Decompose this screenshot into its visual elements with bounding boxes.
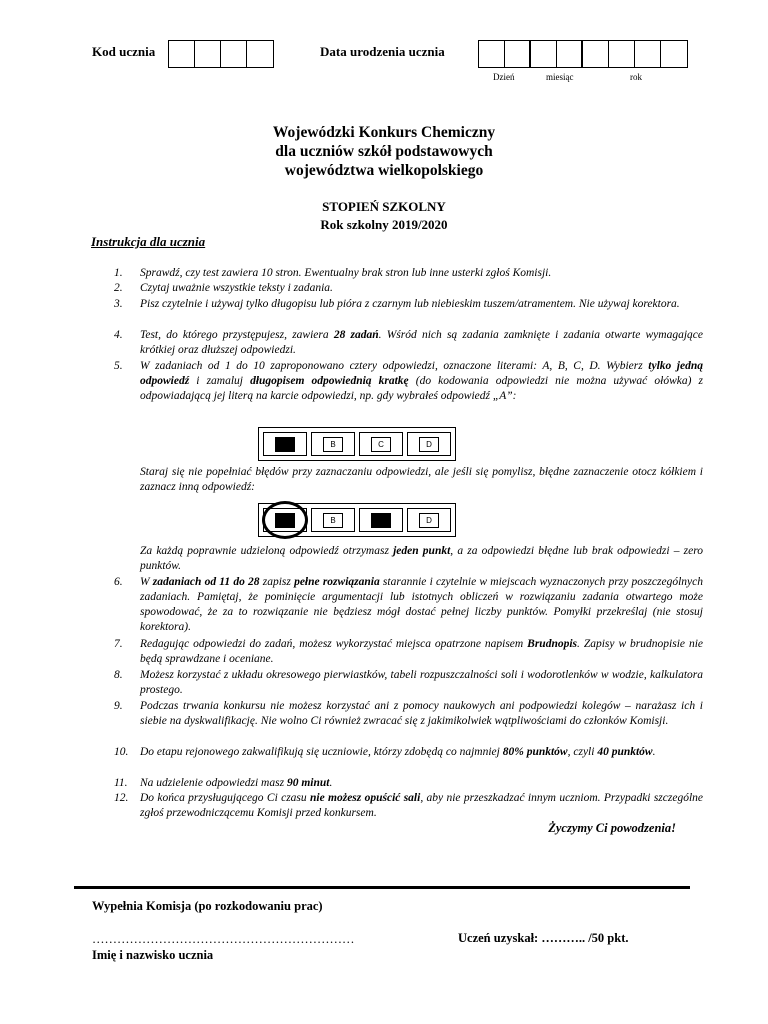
example-answer-correct [258,427,456,461]
answer-cell-d [407,508,451,532]
year-label: rok [630,72,642,82]
example-answer-corrected [258,503,456,537]
item-number: 1. [114,267,123,279]
item-number: 4. [114,329,123,341]
code-box[interactable] [195,41,221,67]
answer-cell-b [311,432,355,456]
student-code-label: Kod ucznia [92,44,156,59]
title-line-3: województwa wielkopolskiego [284,162,484,179]
date-box[interactable] [531,41,557,67]
answer-cell-d [407,432,451,456]
title-line-1: Wojewódzki Konkurs Chemiczny [272,124,496,141]
answer-cell-a [263,432,307,456]
item-number: 5. [114,360,123,372]
answer-box: C [371,437,391,452]
student-code-boxes[interactable] [168,40,274,68]
item-number: 10. [114,746,129,758]
answer-box: B [323,513,343,528]
instruction-item-4: Test, do którego przystępujesz, zawiera 28 zadań. Wśród nich są zadania zamknięte i zadania otwarte wymagające krótkiej oraz dłuższej odpowiedzi. [140,329,703,356]
answer-cell-c [359,508,403,532]
birth-date-label: Data urodzenia ucznia [320,44,445,59]
item-number: 2. [114,282,123,294]
instruction-item-10: Do etapu rejonowego zakwalifikują się uczniowie, którzy zdobędą co najmniej 80% punktów, czyli 40 punktów. [140,746,656,758]
code-box[interactable] [169,41,195,67]
scoring-note: Za każdą poprawnie udzieloną odpowiedź otrzymasz jeden punkt, a za odpowiedzi błędne lub brak odpowiedzi – zero punktów. [140,545,703,572]
month-label: miesiąc [546,72,574,82]
item-number: 3. [114,298,123,310]
item-number: 12. [114,792,129,804]
score-field[interactable]: Uczeń uzyskał: ……….. /50 pkt. [458,931,629,945]
code-box[interactable] [221,41,247,67]
instruction-item-5: W zadaniach od 1 do 10 zaproponowano cztery odpowiedzi, oznaczone literami: A, B, C, D. Wybierz tylko jedną odpowiedź i zamaluj długopisem odpowiednią kratkę (do kodowania odpowiedzi nie można używać ołówka) z odpowiadającą jej literą na karcie odpowiedzi, np. gdy wybrałeś odpowiedź „A”: [140,360,703,402]
item-number: 8. [114,669,123,681]
date-box[interactable] [557,41,583,67]
school-year: Rok szkolny 2019/2020 [320,217,448,232]
mistake-instruction: Staraj się nie popełniać błędów przy zaznaczaniu odpowiedzi, ale jeśli się pomylisz, błędne zaznaczenie otocz kółkiem i zaznacz inną odpowiedź: [140,466,703,493]
code-box[interactable] [247,41,273,67]
date-box[interactable] [505,41,531,67]
date-box[interactable] [609,41,635,67]
answer-box-filled [275,437,295,452]
stage-label: STOPIEŃ SZKOLNY [322,199,446,214]
footer-divider [74,886,690,889]
answer-cell-a [263,508,307,532]
instruction-item-1: Sprawdź, czy test zawiera 10 stron. Ewentualny brak stron lub inne usterki zgłoś Komisji. [140,267,552,279]
instruction-item-7: Redagując odpowiedzi do zadań, możesz wykorzystać miejsca opatrzone napisem Brudnopis. Zapisy w brudnopisie nie będą sprawdzane i oceniane. [140,638,703,665]
answer-box: B [323,437,343,452]
date-box[interactable] [635,41,661,67]
birth-date-boxes[interactable] [478,40,688,68]
title-line-2: dla uczniów szkół podstawowych [275,143,493,160]
answer-box: D [419,513,439,528]
name-field-dots[interactable]: ……………………………………………………… [92,932,355,946]
date-box[interactable] [479,41,505,67]
instruction-item-6: W zadaniach od 11 do 28 zapisz pełne rozwiązania starannie i czytelnie w miejscach wyznaczonych przy poszczególnych zadaniach. Pamiętaj, że pominięcie argumentacji lub istotnych obliczeń w rozwiązaniu zadania otwartego może spowodować, że za to rozwiązanie nie będziesz mógł dostać pełnej liczby punktów. Pomyłki przekreślaj (nie stosuj korektora). [140,576,703,633]
answer-cell-c [359,432,403,456]
date-box[interactable] [661,41,687,67]
instruction-item-11: Na udzielenie odpowiedzi masz 90 minut. [140,777,333,789]
instruction-item-9: Podczas trwania konkursu nie możesz korzystać ani z pomocy naukowych ani podpowiedzi kolegów – narażasz ich i siebie na dyskwalifikację. Nie wolno Ci również zwracać się z jakimikolwiek wątpliwościami do członków Komisji. [140,700,703,727]
answer-box: D [419,437,439,452]
instruction-item-3: Pisz czytelnie i używaj tylko długopisu lub pióra z czarnym lub niebieskim tuszem/atramentem. Nie używaj korektora. [140,298,680,310]
correction-circle [262,501,308,539]
instruction-item-12: Do końca przysługującego Ci czasu nie możesz opuścić sali, aby nie przeszkadzać innym uczniom. Przypadki szczególne zgłoś przewodniczącemu Komisji przed konkursem. [140,792,704,819]
committee-label: Wypełnia Komisja (po rozkodowaniu prac) [92,899,323,913]
day-label: Dzień [493,72,515,82]
item-number: 6. [114,576,123,588]
instructions-heading: Instrukcja dla ucznia [91,234,206,249]
student-name-label: Imię i nazwisko ucznia [92,948,214,962]
instruction-item-8: Możesz korzystać z układu okresowego pierwiastków, tabeli rozpuszczalności soli i wodorotlenków w wodzie, kalkulatora prostego. [140,669,703,696]
good-luck-message: Życzymy Ci powodzenia! [548,821,676,835]
answer-box-filled [371,513,391,528]
item-number: 11. [114,777,128,789]
item-number: 9. [114,700,123,712]
item-number: 7. [114,638,123,650]
date-box[interactable] [583,41,609,67]
answer-cell-b [311,508,355,532]
instruction-item-2: Czytaj uważnie wszystkie teksty i zadania. [140,282,333,294]
